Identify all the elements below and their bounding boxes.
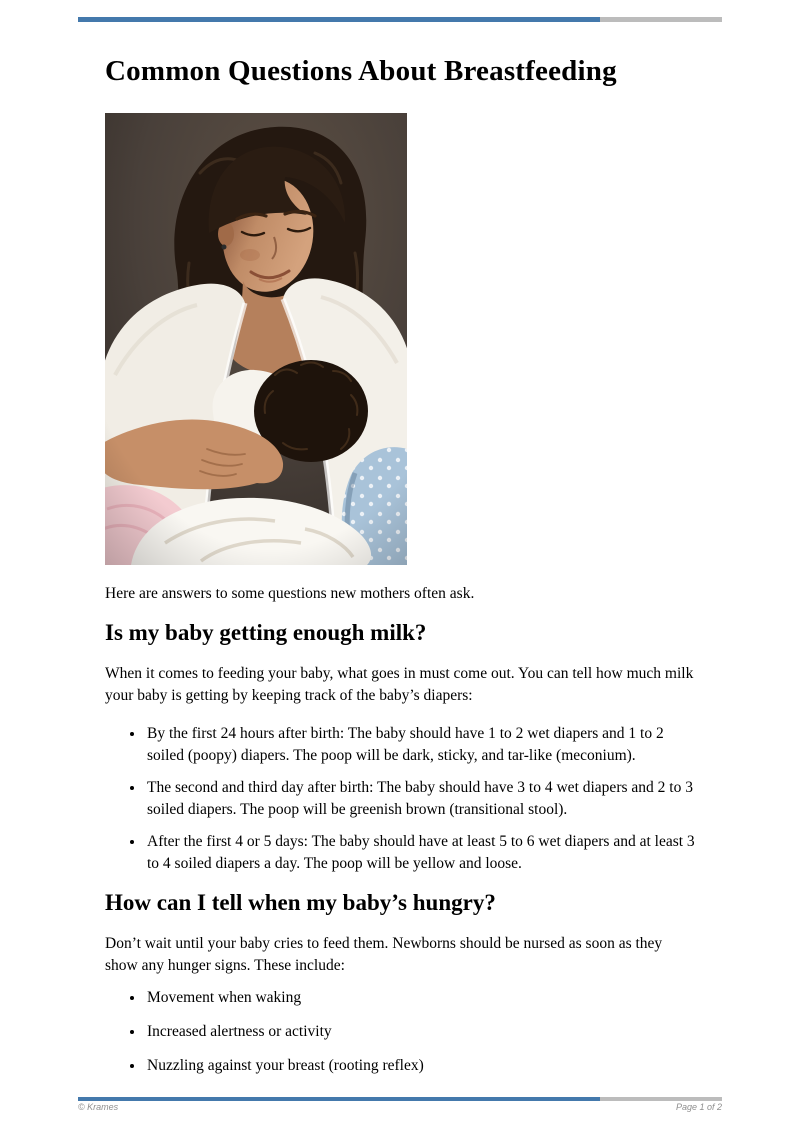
page-footer (78, 1102, 722, 1112)
section-body-baby-hungry: Don’t wait until your baby cries to feed them. Newborns should be nursed as soon as they show any hunger signs. These include: (105, 934, 663, 974)
list-item: • Movement when waking (145, 987, 696, 1009)
document-content (105, 0, 696, 1089)
footer-accent-bar-blue-segment (78, 1097, 600, 1101)
list-item: • After the first 4 or 5 days: The baby should have at least 5 to 6 wet diapers and at least 3 to 4 soiled diapers a day. The poop will be yellow and loose. (145, 831, 696, 875)
breastfeeding-photo-illustration (105, 113, 407, 565)
list-item: • By the first 24 hours after birth: The baby should have 1 to 2 wet diapers and 1 to 2 soiled (poopy) diapers. The poop will be dark, sticky, and tar-like (meconium). (145, 723, 696, 767)
page-number: Page 1 of 2 (675, 1102, 722, 1112)
section-heading-enough-milk: Is my baby getting enough milk? (105, 619, 427, 645)
list-item: • The second and third day after birth: The baby should have 3 to 4 wet diapers and 2 to 3 soiled diapers. The poop will be greenish brown (transitional stool). (145, 777, 696, 821)
list-item: • Nuzzling against your breast (rooting reflex) (145, 1055, 696, 1077)
diaper-tracking-list (105, 723, 696, 875)
hunger-signs-list (105, 987, 696, 1077)
footer-accent-bar-gray-segment (600, 1097, 722, 1101)
list-item: • Increased alertness or activity (145, 1021, 696, 1043)
intro-text: Here are answers to some questions new mothers often ask. (105, 584, 475, 602)
section-heading-baby-hungry: How can I tell when my baby’s hungry? (105, 889, 496, 915)
footer-accent-bar (78, 1097, 722, 1101)
section-body-enough-milk: When it comes to feeding your baby, what goes in must come out. You can tell how much milk your baby is getting by keeping track of the baby’s diapers: (105, 664, 694, 704)
page-title: Common Questions About Breastfeeding (105, 55, 617, 87)
breastfeeding-photo (105, 113, 407, 565)
copyright-text: © Krames (78, 1102, 119, 1112)
